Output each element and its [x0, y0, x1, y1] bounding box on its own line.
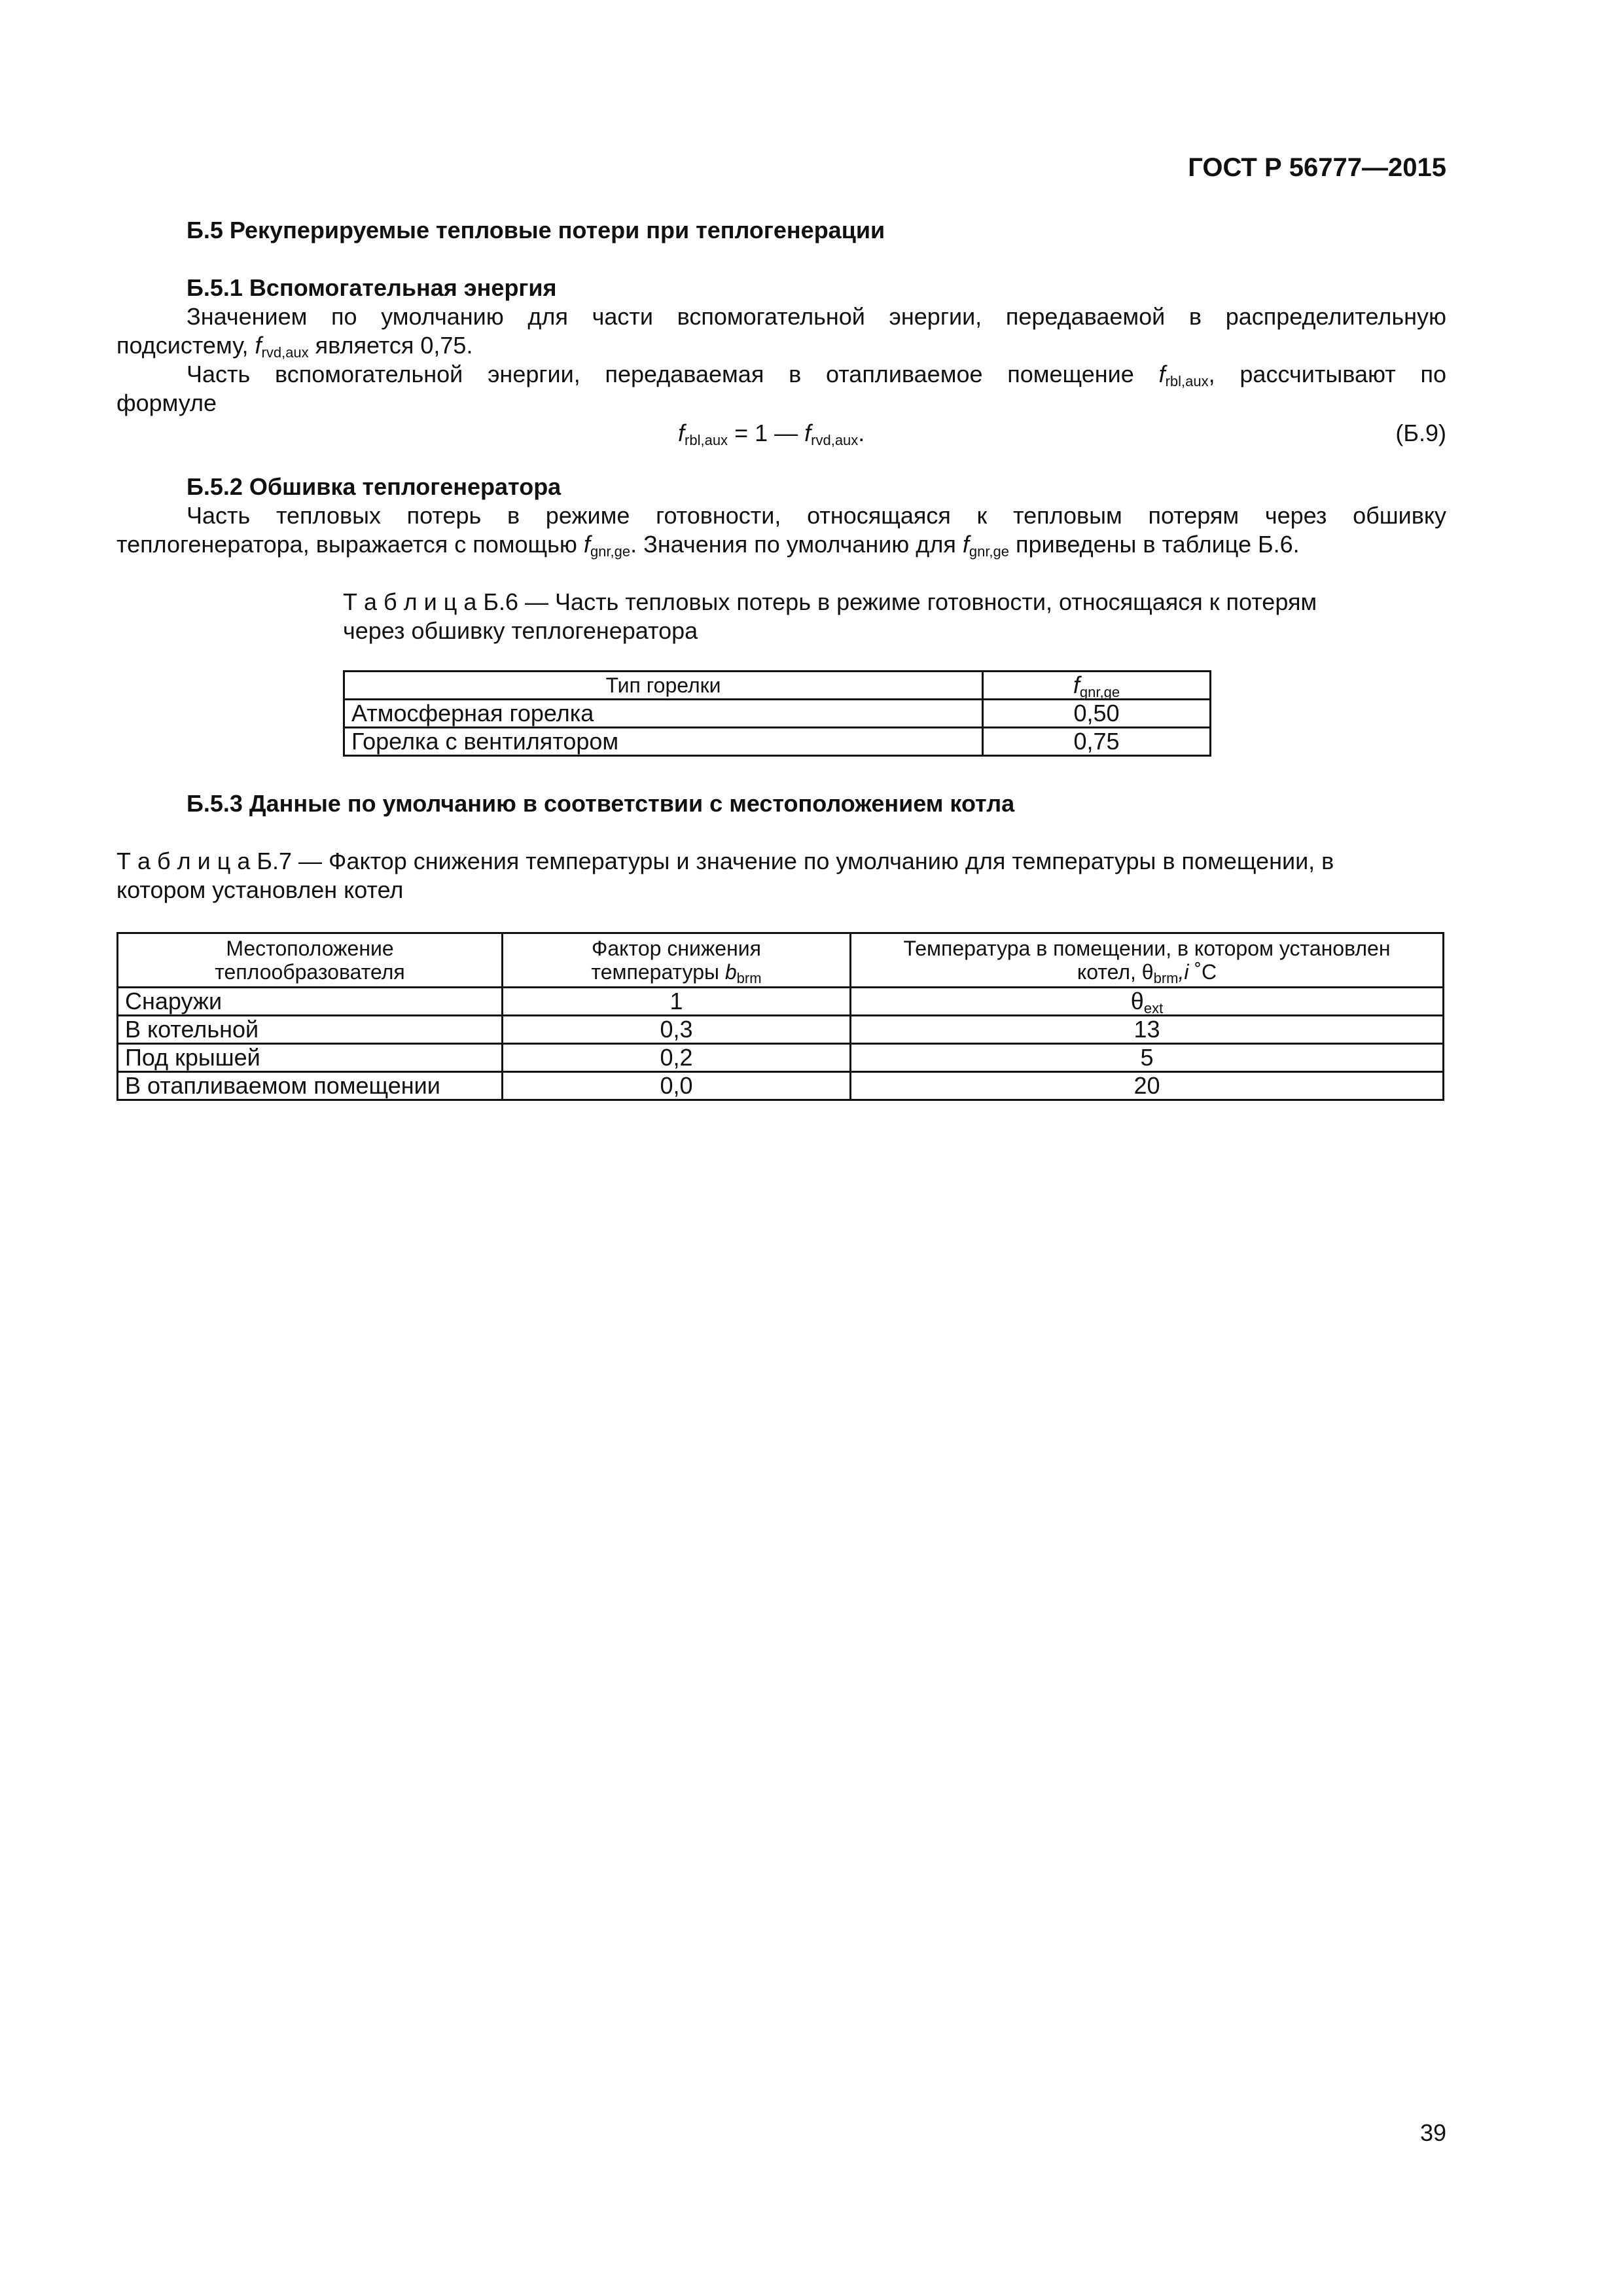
- section-b5-title: Б.5 Рекуперируемые тепловые потери при теплогенерации: [187, 217, 885, 243]
- cell-value: 0,50: [983, 700, 1211, 728]
- symbol-f: f: [1073, 672, 1080, 698]
- section-b53-title: Б.5.3 Данные по умолчанию в соответствии с местоположением котла: [187, 790, 1015, 817]
- cell-factor: 0,0: [503, 1072, 851, 1100]
- subscript: gnr,ge: [1079, 684, 1120, 700]
- text: подсистему,: [116, 332, 255, 359]
- table-header-row: [344, 672, 1211, 700]
- formula-number: (Б.9): [1395, 420, 1446, 446]
- text: температуры: [591, 960, 725, 984]
- table-row: [118, 1044, 1444, 1072]
- cell-burner-type: Горелка с вентилятором: [344, 728, 983, 756]
- symbol-f: f: [583, 531, 590, 558]
- text: Фактор снижения: [592, 937, 761, 960]
- subscript: rbl,aux: [685, 432, 728, 448]
- subscript: gnr,ge: [590, 543, 631, 560]
- table-row: [118, 1072, 1444, 1100]
- symbol-f: f: [1158, 361, 1166, 387]
- text: ˚С: [1188, 960, 1217, 984]
- b52-line2: [116, 530, 1300, 559]
- cell-location: Снаружи: [118, 988, 503, 1016]
- subscript: rvd,aux: [811, 432, 859, 448]
- cell-location: В отапливаемом помещении: [118, 1072, 503, 1100]
- cell-temperature: 5: [851, 1044, 1444, 1072]
- symbol-f: f: [804, 420, 812, 446]
- index-i: ,i: [1178, 960, 1189, 984]
- table-row: [118, 988, 1444, 1016]
- page-number: 39: [1419, 2119, 1446, 2146]
- cell-temperature: [851, 988, 1444, 1016]
- text: Температура в помещении, в котором установлен: [903, 937, 1391, 960]
- subscript: ext: [1143, 1000, 1164, 1016]
- text: = 1 —: [728, 420, 805, 446]
- table6-caption-line1: Т а б л и ц а Б.6 — Часть тепловых потерь в режиме готовности, относящаяся к потерям: [343, 588, 1317, 615]
- text: Местоположение: [226, 937, 394, 960]
- table7-caption-line1: Т а б л и ц а Б.7 — Фактор снижения температуры и значение по умолчанию для температуры в помещении, в: [116, 848, 1334, 874]
- section-b51-title: Б.5.1 Вспомогательная энергия: [187, 274, 557, 301]
- cell-factor: 0,3: [503, 1016, 851, 1044]
- subscript: gnr,ge: [969, 543, 1010, 560]
- subscript: rvd,aux: [261, 344, 309, 361]
- cell-location: В котельной: [118, 1016, 503, 1044]
- text: является 0,75.: [308, 332, 473, 359]
- table-row: [118, 1016, 1444, 1044]
- text: . Значения по умолчанию для: [630, 531, 963, 558]
- cell-value: 0,75: [983, 728, 1211, 756]
- b52-line1: Часть тепловых потерь в режиме готовности, относящаяся к тепловым потерям через обшивку: [187, 502, 1446, 529]
- header-burner-type: Тип горелки: [344, 672, 983, 700]
- cell-factor: 0,2: [503, 1044, 851, 1072]
- table-header-row: [118, 933, 1444, 988]
- table6-caption-line2: через обшивку теплогенератора: [343, 617, 698, 644]
- header-reduction-factor: [503, 933, 851, 988]
- table-b6: [343, 670, 1211, 757]
- header-fgnr: [983, 672, 1211, 700]
- b51-paragraph1-line1: Значением по умолчанию для части вспомогательной энергии, передаваемой в распределительную: [187, 303, 1446, 330]
- text: теплогенератора, выражается с помощью: [116, 531, 584, 558]
- text: , рассчитывают по: [1208, 361, 1446, 387]
- cell-location: Под крышей: [118, 1044, 503, 1072]
- b51-paragraph1-line2: [116, 331, 473, 360]
- subscript: brm: [1153, 970, 1179, 986]
- symbol-f: f: [255, 332, 262, 359]
- table-b7: [116, 932, 1444, 1101]
- symbol-f: f: [962, 531, 969, 558]
- section-b52-title: Б.5.2 Обшивка теплогенератора: [187, 473, 562, 500]
- text: θ: [1130, 988, 1144, 1014]
- formula-b9: [678, 419, 865, 448]
- text: котел, θ: [1077, 960, 1154, 984]
- subscript: brm: [736, 970, 762, 986]
- text: .: [858, 420, 865, 446]
- table-row: [344, 700, 1211, 728]
- table7-caption-line2: котором установлен котел: [116, 876, 404, 903]
- cell-factor: 1: [503, 988, 851, 1016]
- header-room-temperature: [851, 933, 1444, 988]
- b51-paragraph2-line2: формуле: [116, 389, 217, 416]
- header-location: [118, 933, 503, 988]
- table-row: [344, 728, 1211, 756]
- subscript: rbl,aux: [1165, 373, 1209, 389]
- text: теплообразователя: [215, 960, 405, 984]
- cell-burner-type: Атмосферная горелка: [344, 700, 983, 728]
- symbol-b: b: [724, 960, 737, 984]
- cell-temperature: 20: [851, 1072, 1444, 1100]
- text: Часть вспомогательной энергии, передаваемая в отапливаемое помещение: [187, 361, 1159, 387]
- text: приведены в таблице Б.6.: [1009, 531, 1300, 558]
- symbol-f: f: [678, 420, 685, 446]
- b51-paragraph2-line1: [187, 360, 1446, 389]
- cell-temperature: 13: [851, 1016, 1444, 1044]
- document-id: ГОСТ Р 56777—2015: [1188, 153, 1446, 182]
